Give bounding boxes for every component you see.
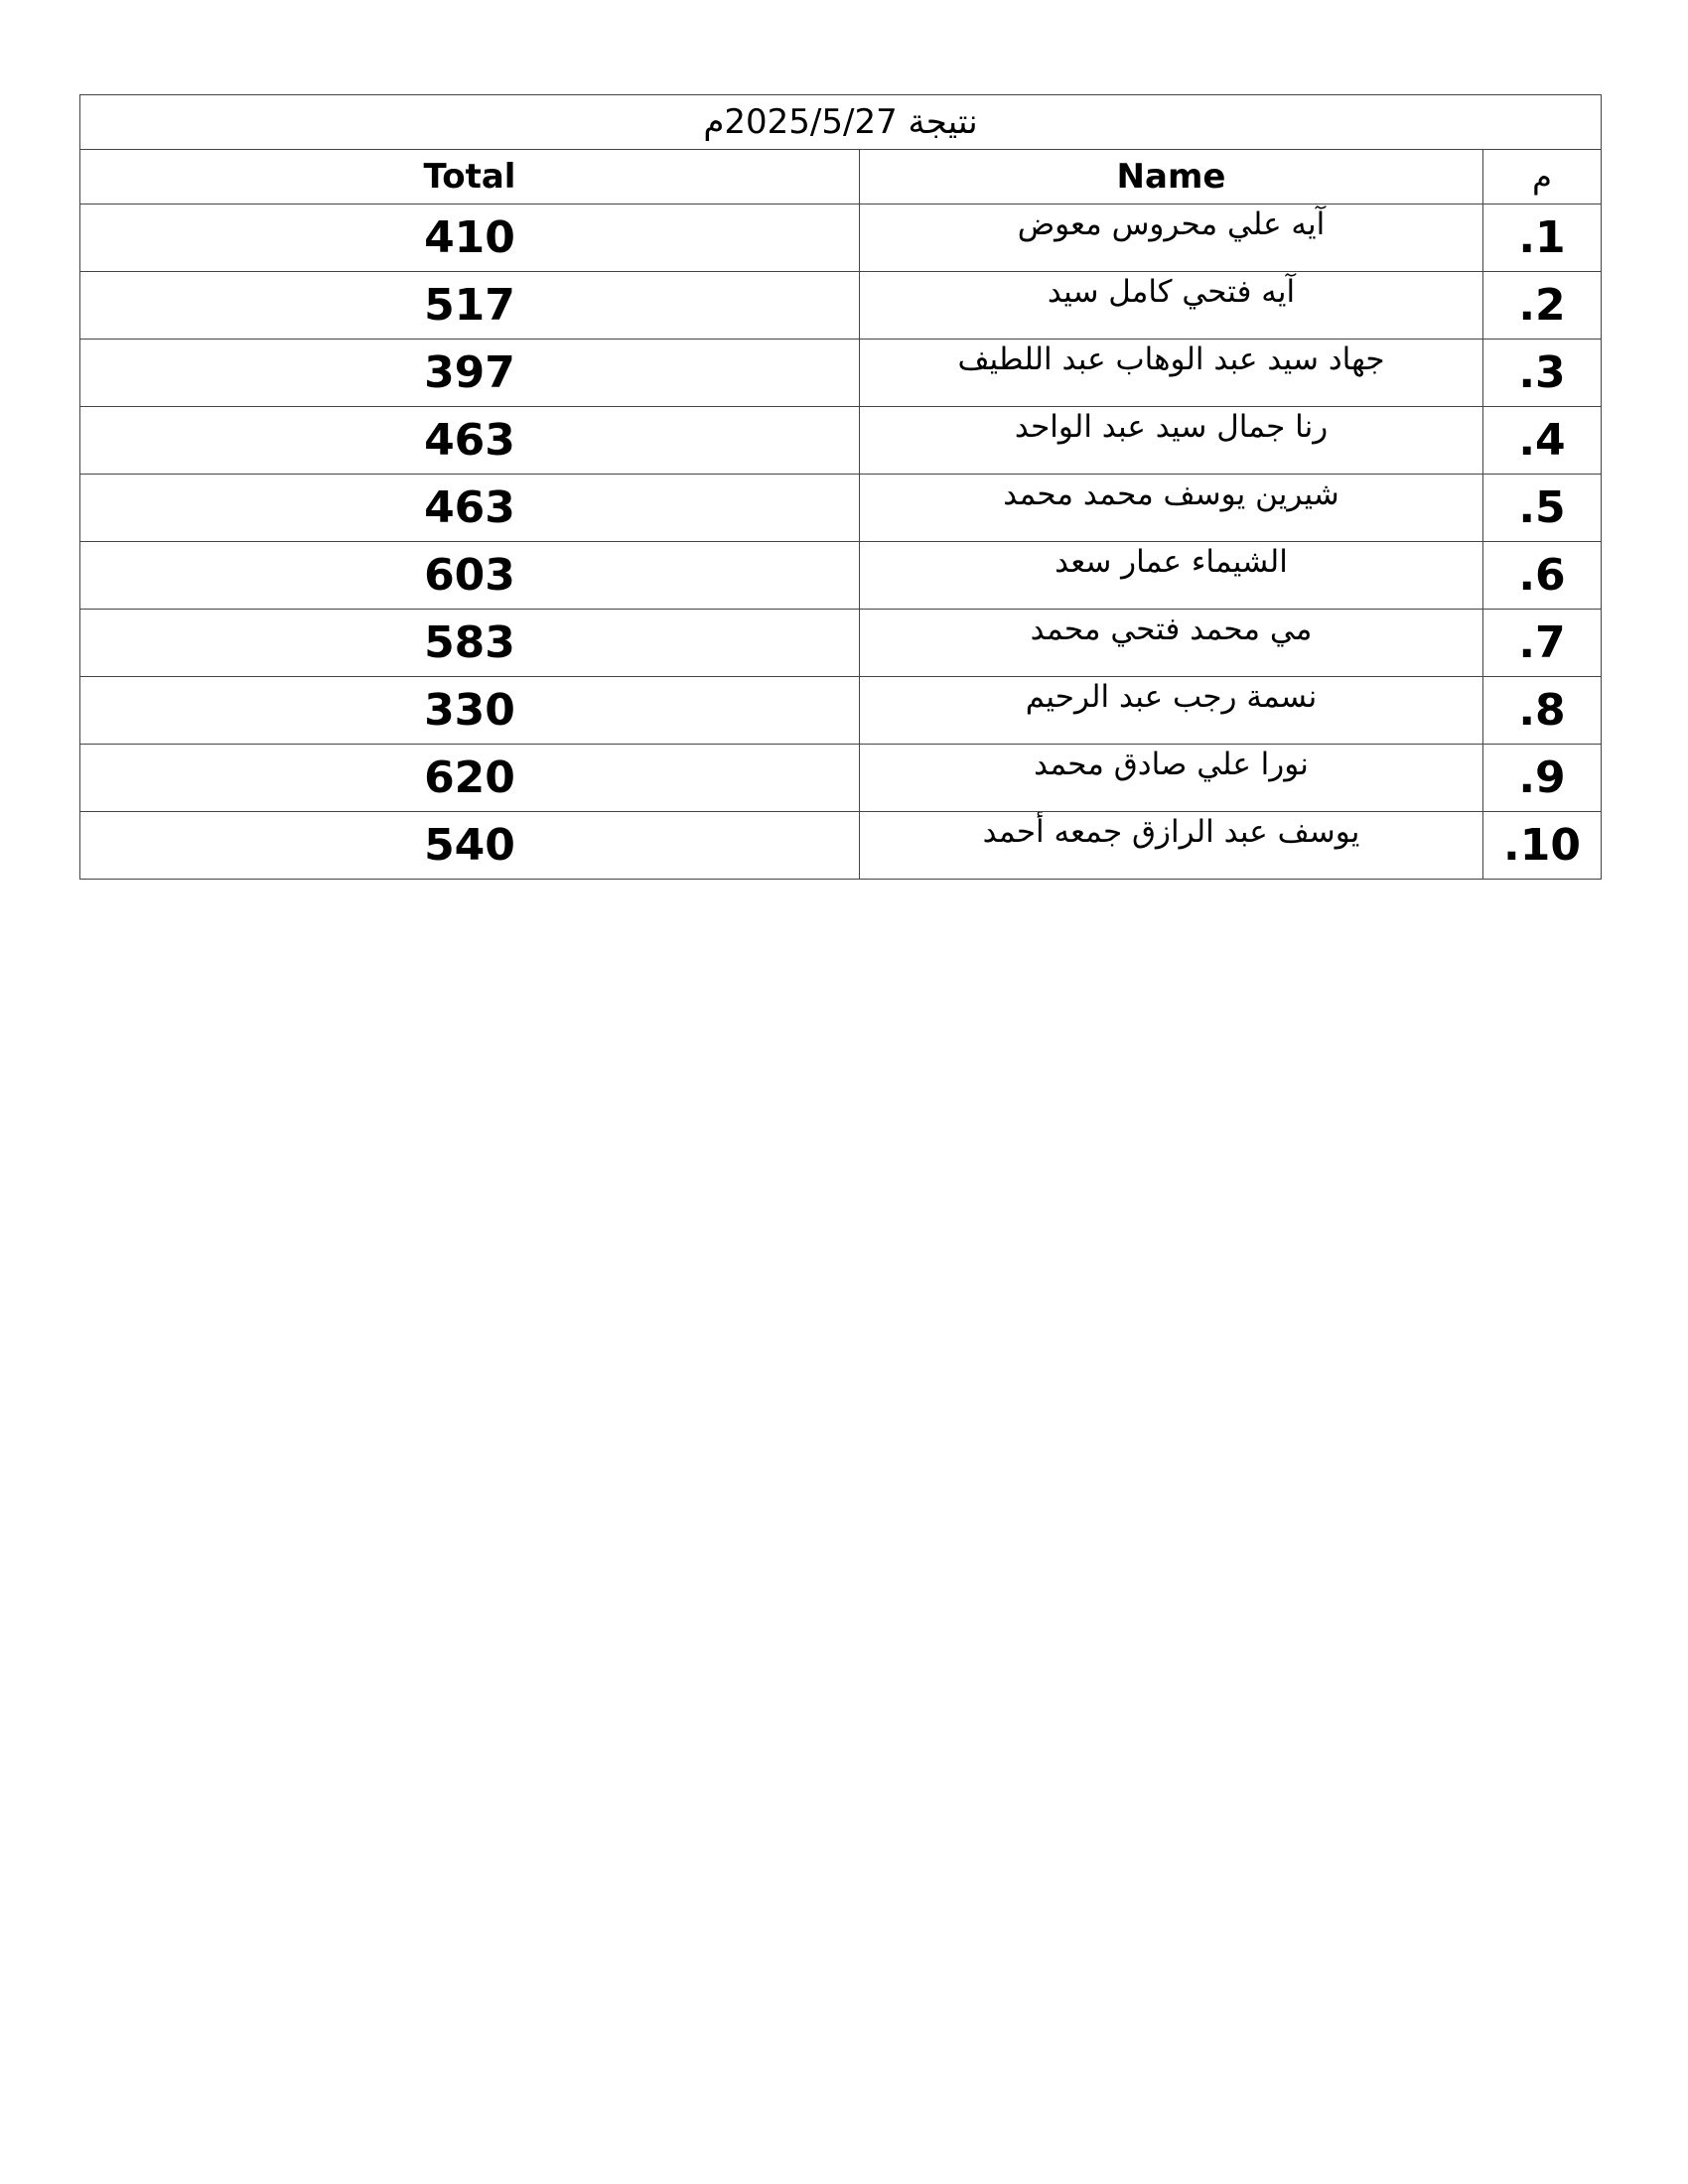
number-cell: .6	[1483, 542, 1602, 610]
table-row	[80, 407, 1602, 475]
total-cell: 517	[80, 272, 860, 340]
table-title	[80, 95, 1602, 150]
number-cell: .4	[1483, 407, 1602, 475]
total-cell: 603	[80, 542, 860, 610]
name-cell	[860, 745, 1483, 812]
name-text: نسمة رجب عبد الرحيم	[1025, 679, 1318, 715]
name-text: جهاد سيد عبد الوهاب عبد اللطيف	[957, 341, 1385, 377]
total-cell: 463	[80, 475, 860, 542]
number-cell: .10	[1483, 812, 1602, 880]
name-cell	[860, 610, 1483, 677]
name-cell	[860, 205, 1483, 272]
name-text: الشيماء عمار سعد	[1055, 544, 1288, 580]
name-text: شيرين يوسف محمد محمد	[1003, 477, 1339, 512]
name-cell	[860, 677, 1483, 745]
table-title-text: نتيجة 2025/5/27م	[703, 102, 978, 142]
number-cell: .1	[1483, 205, 1602, 272]
total-cell: 583	[80, 610, 860, 677]
header-number: م	[1483, 150, 1602, 205]
number-cell: .5	[1483, 475, 1602, 542]
total-cell: 540	[80, 812, 860, 880]
total-cell: 410	[80, 205, 860, 272]
header-row	[80, 150, 1602, 205]
name-cell	[860, 272, 1483, 340]
table-row	[80, 677, 1602, 745]
name-text: يوسف عبد الرازق جمعه أحمد	[982, 814, 1360, 850]
number-cell: .7	[1483, 610, 1602, 677]
total-cell: 397	[80, 340, 860, 407]
number-cell: .8	[1483, 677, 1602, 745]
total-cell: 463	[80, 407, 860, 475]
header-name: Name	[860, 150, 1483, 205]
table-row	[80, 542, 1602, 610]
name-text: نورا علي صادق محمد	[1034, 747, 1309, 782]
name-cell	[860, 340, 1483, 407]
table-row	[80, 745, 1602, 812]
name-text: آيه علي محروس معوض	[1017, 206, 1326, 242]
number-cell: .3	[1483, 340, 1602, 407]
total-cell: 330	[80, 677, 860, 745]
name-text: مي محمد فتحي محمد	[1030, 612, 1313, 647]
table-row	[80, 610, 1602, 677]
title-row	[80, 95, 1602, 150]
table-row	[80, 272, 1602, 340]
header-total: Total	[80, 150, 860, 205]
name-text: رنا جمال سيد عبد الواحد	[1014, 409, 1329, 445]
name-cell	[860, 407, 1483, 475]
table-row	[80, 205, 1602, 272]
name-cell	[860, 542, 1483, 610]
table-row	[80, 340, 1602, 407]
number-cell: .9	[1483, 745, 1602, 812]
table-row	[80, 475, 1602, 542]
name-cell	[860, 812, 1483, 880]
results-table	[79, 94, 1602, 880]
total-cell: 620	[80, 745, 860, 812]
number-cell: .2	[1483, 272, 1602, 340]
name-text: آيه فتحي كامل سيد	[1047, 274, 1296, 310]
table-row	[80, 812, 1602, 880]
name-cell	[860, 475, 1483, 542]
